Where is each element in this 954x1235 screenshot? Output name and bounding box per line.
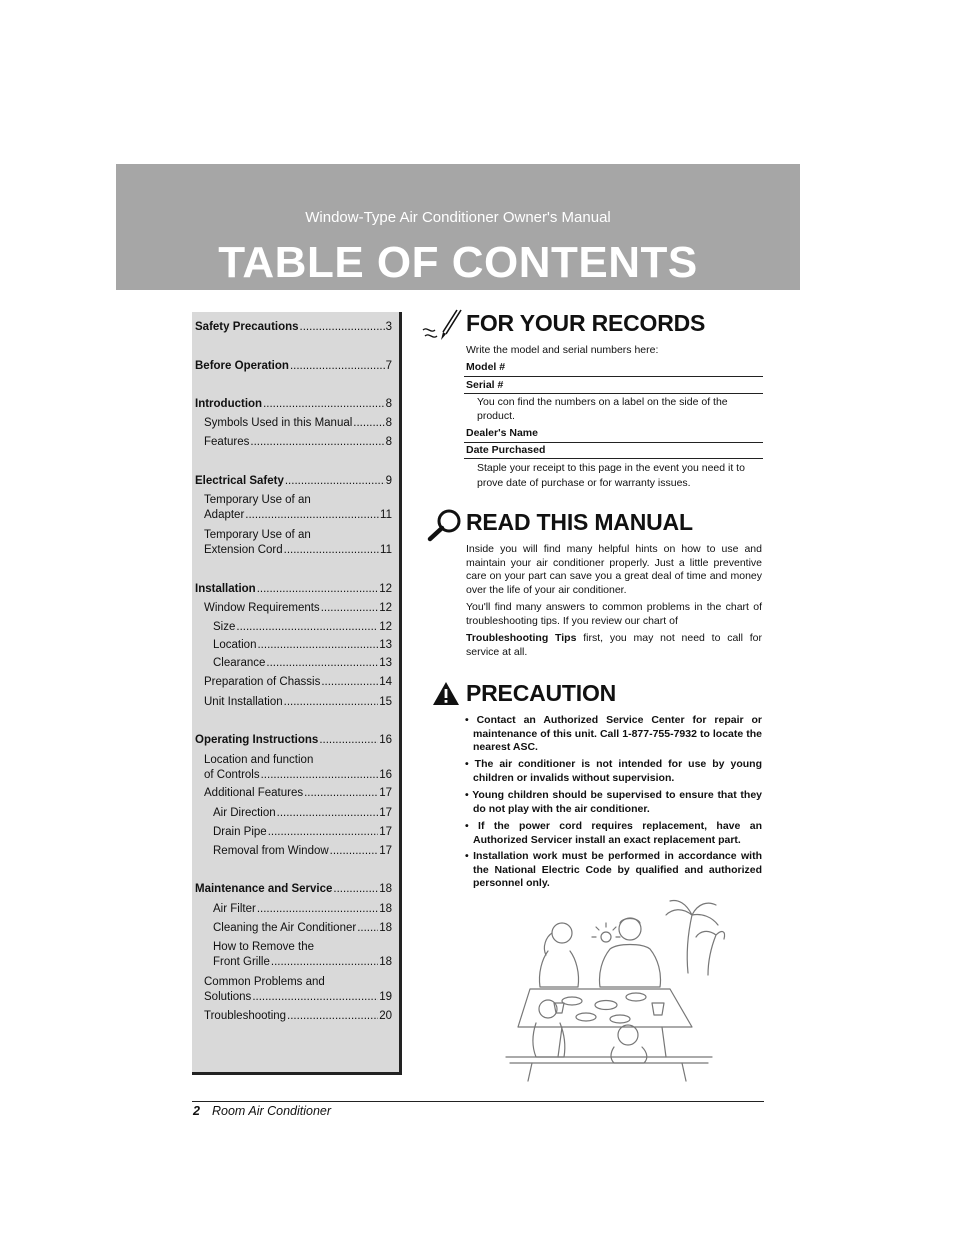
toc-entry-page: 11	[380, 544, 392, 556]
toc-entry-page: 14	[379, 676, 392, 688]
magnifier-icon	[426, 508, 464, 542]
toc-entry-label: Maintenance and Service	[195, 883, 333, 895]
toc-entry-label: Size	[213, 621, 236, 633]
toc-entry-label-line1: Location and function	[204, 754, 314, 766]
toc-entry-label: Symbols Used in this Manual	[204, 417, 353, 429]
toc-dot-leader	[284, 695, 379, 710]
footer-page-number: 2	[193, 1104, 200, 1118]
header-banner	[116, 164, 800, 290]
toc-entry	[195, 733, 392, 748]
toc-entry-label: Preparation of Chassis	[204, 676, 321, 688]
toc-entry	[213, 638, 392, 653]
precaution-bullet: • If the power cord requires replacement, have an Authorized Servicer install an exact replacement part.	[465, 820, 762, 846]
toc-entry-label: of Controls	[204, 769, 260, 781]
date-label: Date Purchased	[466, 444, 546, 456]
toc-entry-label-line1: How to Remove the	[213, 941, 314, 953]
toc-dot-leader	[304, 786, 378, 801]
toc-dot-leader	[284, 543, 379, 558]
read-manual-para2: You'll find many answers to common problems in the chart of troubleshooting tips. If you review our chart of	[466, 601, 762, 627]
manual-subtitle: Window-Type Air Conditioner Owner's Manual	[305, 209, 611, 226]
toc-entry	[213, 921, 392, 936]
precaution-bullet: • Installation work must be performed in accordance with the National Electric Code by qualified and authorized personnel only.	[465, 850, 762, 890]
toc-dot-leader	[285, 474, 385, 489]
toc-entry	[195, 582, 392, 597]
toc-dot-leader	[287, 1009, 378, 1024]
toc-entry	[204, 416, 392, 431]
toc-entry-label: Troubleshooting	[204, 1010, 287, 1022]
toc-entry-page: 18	[379, 883, 392, 895]
read-manual-para1: Inside you will find many helpful hints on how to use and maintain your air conditioner properly. Just a little preventive care on your part can save you a great deal of time and money over the life of your air conditioner.	[466, 543, 762, 597]
toc-dot-leader	[353, 416, 384, 431]
toc-entry	[213, 656, 392, 671]
toc-entry-label: Solutions	[204, 991, 252, 1003]
precaution-bullet: • Young children should be supervised to ensure that they do not play with the air conditioner.	[465, 789, 762, 815]
toc-entry	[204, 508, 392, 523]
read-manual-title: READ THIS MANUAL	[466, 509, 693, 535]
toc-entry-page: 12	[379, 583, 392, 595]
toc-dot-leader	[266, 656, 378, 671]
footer-title: Room Air Conditioner	[212, 1104, 332, 1118]
toc-entry-page: 16	[379, 769, 392, 781]
date-note: Staple your receipt to this page in the event you need it to prove date of purchase or for warranty issues.	[477, 462, 745, 489]
toc-entry-label: Electrical Safety	[195, 475, 284, 487]
model-line	[464, 376, 763, 377]
toc-entry-page: 8	[385, 417, 392, 429]
toc-dot-leader	[268, 825, 379, 840]
toc-entry	[195, 359, 392, 374]
toc-entry-page: 3	[385, 321, 392, 333]
toc-dot-leader	[271, 955, 378, 970]
serial-line	[464, 393, 763, 394]
toc-entry-page: 20	[379, 1010, 392, 1022]
dealer-line	[464, 442, 763, 443]
toc-entry	[204, 675, 392, 690]
toc-entry	[195, 882, 392, 897]
toc-dot-leader	[245, 508, 379, 523]
precaution-title: PRECAUTION	[466, 680, 617, 706]
toc-entry	[213, 806, 392, 821]
toc-dot-leader	[250, 435, 384, 450]
toc-dot-leader	[257, 638, 378, 653]
toc-entry	[213, 902, 392, 917]
model-label: Model #	[466, 361, 506, 373]
toc-entry-label-line1: Temporary Use of an	[204, 529, 311, 541]
toc-entry-page: 17	[379, 807, 392, 819]
toc-dot-leader	[236, 620, 378, 635]
toc-dot-leader	[257, 902, 378, 917]
toc-entry-label: Drain Pipe	[213, 826, 267, 838]
footer-rule	[192, 1101, 764, 1102]
toc-entry-label: Additional Features	[204, 787, 304, 799]
troubleshooting-tips-emphasis: Troubleshooting Tips	[466, 632, 577, 644]
toc-entry	[213, 955, 392, 970]
toc-entry-page: 19	[379, 991, 392, 1003]
toc-entry-label-line1: Temporary Use of an	[204, 494, 311, 506]
toc-entry-page: 12	[379, 621, 392, 633]
toc-entry	[204, 768, 392, 783]
toc-entry-label: Adapter	[204, 509, 245, 521]
toc-entry	[213, 620, 392, 635]
toc-entry-label: Air Direction	[213, 807, 276, 819]
toc-entry-label: Window Requirements	[204, 602, 320, 614]
toc-dot-leader	[333, 882, 378, 897]
pen-icon	[421, 308, 463, 344]
toc-dot-leader	[300, 320, 385, 335]
toc-entry-label: Cleaning the Air Conditioner	[213, 922, 357, 934]
toc-entry	[204, 786, 392, 801]
toc-entry-label: Safety Precautions	[195, 321, 299, 333]
toc-entry-page: 13	[379, 639, 392, 651]
toc-entry-page: 17	[379, 826, 392, 838]
toc-entry	[204, 695, 392, 710]
records-intro: Write the model and serial numbers here:	[466, 344, 659, 356]
serial-label: Serial #	[466, 379, 504, 391]
warning-icon	[432, 681, 460, 706]
toc-entry-label: Unit Installation	[204, 696, 283, 708]
toc-entry-label: Features	[204, 436, 250, 448]
read-manual-para3	[466, 632, 762, 659]
toc-entry-label: Introduction	[195, 398, 263, 410]
toc-entry-page: 8	[385, 398, 392, 410]
toc-entry	[204, 601, 392, 616]
family-picnic-illustration	[502, 893, 727, 1083]
toc-dot-leader	[321, 675, 378, 690]
toc-dot-leader	[277, 806, 379, 821]
toc-entry-page: 11	[380, 509, 392, 521]
serial-note: You con find the numbers on a label on the side of the product.	[477, 396, 728, 422]
toc-dot-leader	[257, 582, 379, 597]
date-line	[464, 458, 763, 459]
toc-entry	[204, 435, 392, 450]
toc-entry	[195, 320, 392, 335]
toc-dot-leader	[263, 397, 385, 412]
toc-entry	[213, 844, 392, 859]
toc-entry-label: Location	[213, 639, 257, 651]
precaution-bullet: • Contact an Authorized Service Center for repair or maintenance of this unit. Call 1-877-755-7932 to locate the nearest ASC.	[465, 714, 762, 754]
toc-entry-label-line1: Common Problems and	[204, 976, 325, 988]
toc-entry	[204, 990, 392, 1005]
toc-entry	[204, 543, 392, 558]
page-title: TABLE OF CONTENTS	[218, 238, 698, 287]
toc-dot-leader	[261, 768, 379, 783]
toc-entry-page: 12	[379, 602, 392, 614]
dealer-label: Dealer's Name	[466, 427, 538, 439]
toc-entry-label: Extension Cord	[204, 544, 283, 556]
toc-entry-page: 18	[379, 922, 392, 934]
toc-entry	[213, 825, 392, 840]
toc-entry-page: 7	[385, 360, 392, 372]
toc-dot-leader	[319, 733, 378, 748]
read-manual-para3-rest: first, you may not need to call for service at all.	[466, 632, 762, 658]
toc-dot-leader	[290, 359, 385, 374]
toc-entry-label: Operating Instructions	[195, 734, 319, 746]
records-title: FOR YOUR RECORDS	[466, 310, 706, 336]
toc-dot-leader	[357, 921, 378, 936]
toc-entry-label: Clearance	[213, 657, 266, 669]
toc-entry-label: Removal from Window	[213, 845, 329, 857]
toc-dot-leader	[330, 844, 379, 859]
precaution-bullet: • The air conditioner is not intended for use by young children or invalids without supervision.	[465, 758, 762, 784]
toc-entry-page: 18	[379, 956, 392, 968]
toc-entry	[195, 397, 392, 412]
toc-entry-page: 9	[385, 475, 392, 487]
toc-entry-label: Air Filter	[213, 903, 256, 915]
toc-entry	[204, 1009, 392, 1024]
toc-dot-leader	[321, 601, 379, 616]
toc-entry-label: Front Grille	[213, 956, 270, 968]
toc-dot-leader	[252, 990, 378, 1005]
toc-entry-page: 17	[379, 845, 392, 857]
toc-entry-page: 18	[379, 903, 392, 915]
toc-entry-label: Installation	[195, 583, 256, 595]
toc-entry-page: 15	[379, 696, 392, 708]
toc-entry-page: 13	[379, 657, 392, 669]
toc-entry-page: 16	[379, 734, 392, 746]
toc-entry-label: Before Operation	[195, 360, 289, 372]
toc-entry	[195, 474, 392, 489]
toc-entry-page: 8	[385, 436, 392, 448]
toc-entry-page: 17	[379, 787, 392, 799]
